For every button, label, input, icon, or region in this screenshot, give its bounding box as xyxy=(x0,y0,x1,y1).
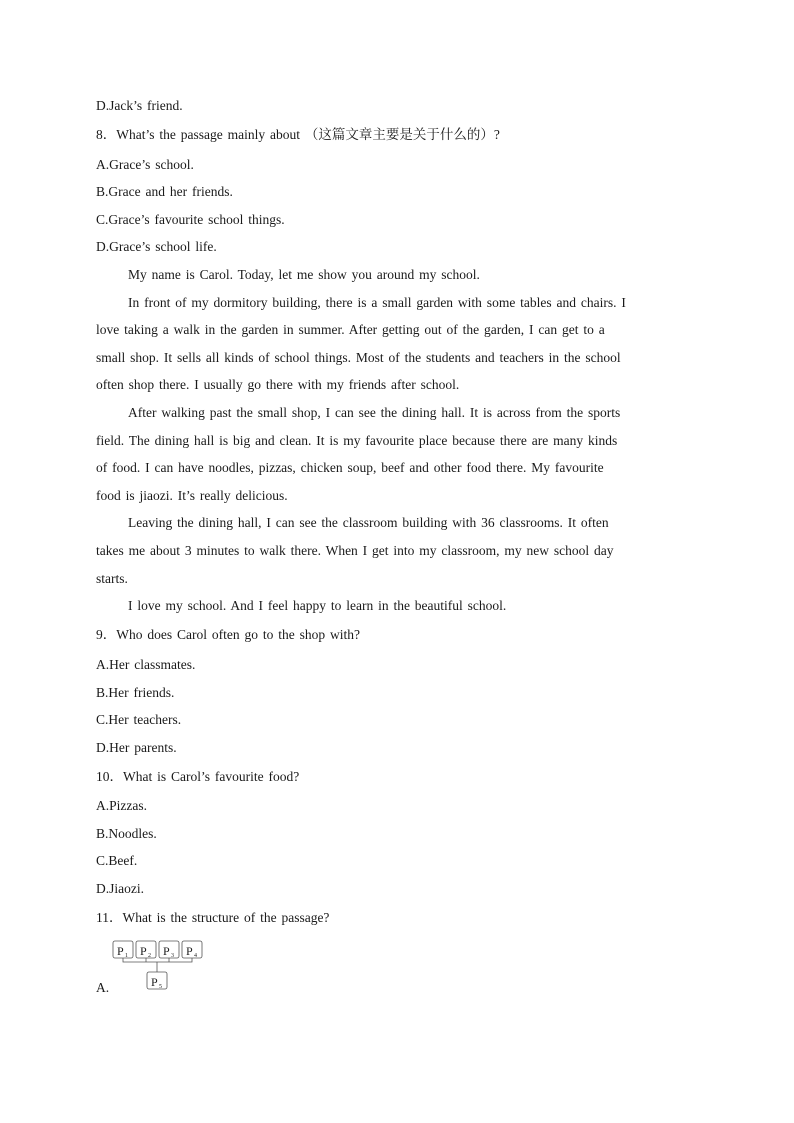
passage-line: field. The dining hall is big and clean. It is my favourite place because there are many kinds xyxy=(96,433,618,448)
diagram-box-p4: P xyxy=(186,944,193,958)
q8-option-a: A.Grace’s school. xyxy=(96,157,194,172)
diagram-sub-3: 3 xyxy=(171,953,174,959)
passage-line: of food. I can have noodles, pizzas, chicken soup, beef and other food there. My favourite xyxy=(96,460,604,475)
passage-line: After walking past the small shop, I can see the dining hall. It is across from the sports xyxy=(128,405,621,420)
q10-option-a: A.Pizzas. xyxy=(96,798,147,813)
diagram-sub-4: 4 xyxy=(194,953,197,959)
diagram-box-p2: P xyxy=(140,944,147,958)
q8-option-c: C.Grace’s favourite school things. xyxy=(96,212,285,227)
q9-option-d: D.Her parents. xyxy=(96,740,177,755)
passage-line: My name is Carol. Today, let me show you around my school. xyxy=(128,267,480,282)
q9-option-c: C.Her teachers. xyxy=(96,712,182,727)
diagram-box-p3: P xyxy=(163,944,170,958)
diagram-sub-5: 5 xyxy=(159,984,162,990)
q9-option-a: A.Her classmates. xyxy=(96,657,196,672)
passage-line: starts. xyxy=(96,571,128,586)
passage-line: Leaving the dining hall, I can see the classroom building with 36 classrooms. It often xyxy=(128,515,609,530)
q8-option-b: B.Grace and her friends. xyxy=(96,184,233,199)
q8-option-d: D.Grace’s school life. xyxy=(96,239,217,254)
q10-option-d: D.Jiaozi. xyxy=(96,881,144,896)
q10-option-b: B.Noodles. xyxy=(96,826,157,841)
q8-question: 8．What’s the passage mainly about （这篇文章主要是关于什么的）? xyxy=(96,127,500,142)
q7-option-d: D.Jack’s friend. xyxy=(96,98,183,113)
passage-line: takes me about 3 minutes to walk there. When I get into my classroom, my new school day xyxy=(96,543,614,558)
passage-line: love taking a walk in the garden in summer. After getting out of the garden, I can get to a xyxy=(96,322,605,337)
passage-line: I love my school. And I feel happy to learn in the beautiful school. xyxy=(128,598,507,613)
diagram-box-p1: P xyxy=(117,944,124,958)
passage-line: often shop there. I usually go there with my friends after school. xyxy=(96,377,460,392)
passage-line: small shop. It sells all kinds of school things. Most of the students and teachers in the school xyxy=(96,350,621,365)
diagram-sub-1: 1 xyxy=(125,953,128,959)
diagram-box-p5: P xyxy=(151,975,158,989)
diagram-sub-2: 2 xyxy=(148,953,151,959)
q11-option-a-label: A. xyxy=(96,980,110,995)
q10-question: 10．What is Carol’s favourite food? xyxy=(96,769,300,784)
q9-question: 9．Who does Carol often go to the shop with? xyxy=(96,627,360,642)
structure-diagram xyxy=(112,940,204,992)
passage-line: In front of my dormitory building, there is a small garden with some tables and chairs. I xyxy=(128,295,626,310)
passage-line: food is jiaozi. It’s really delicious. xyxy=(96,488,288,503)
q11-question: 11．What is the structure of the passage? xyxy=(96,910,330,925)
q10-option-c: C.Beef. xyxy=(96,853,138,868)
q9-option-b: B.Her friends. xyxy=(96,685,175,700)
